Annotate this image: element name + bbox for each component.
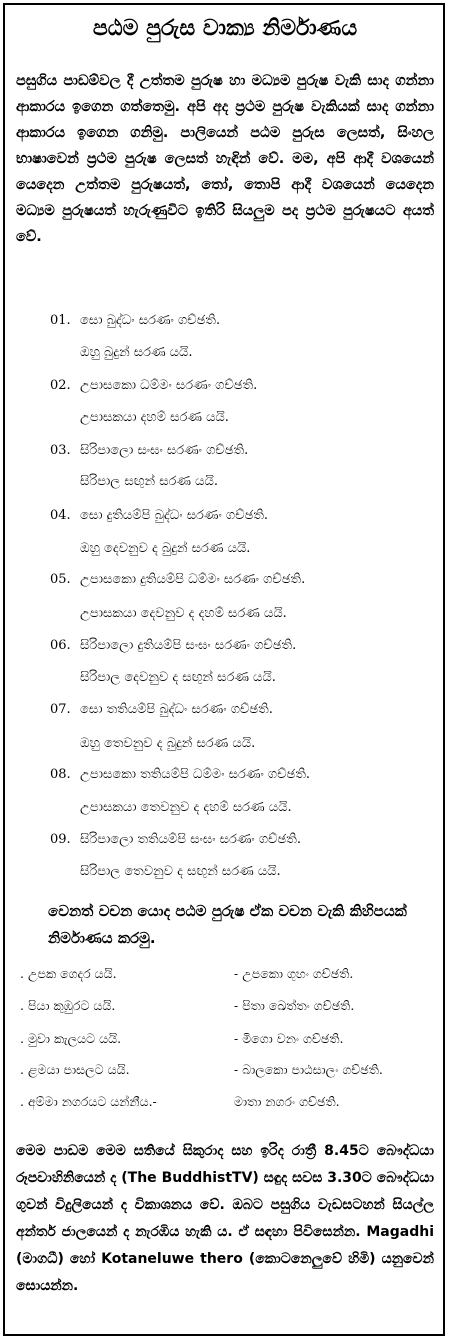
example-pali: 02. උපාසකො ධම්මං සරණං ගච්ඡති. <box>50 378 258 393</box>
example-pali: 01. සො බුද්ධං සරණං ගච්ඡති. <box>50 313 221 328</box>
example-number: 02. <box>50 378 71 393</box>
example-pali: 05. උපාසකො දුතියම්පි ධම්මං සරණං ගච්ඡති. <box>50 572 306 587</box>
pair-sinhala: . පියා කුඹුරට යයි. <box>20 998 116 1013</box>
example-number: 06. <box>50 638 71 653</box>
example-pali: 03. සිරිපාලො සංඝං සරණං ගච්ඡති. <box>50 443 249 458</box>
example-sinhala: සිරිපාල තෙවනුව ද සඟුන් සරණ යයි. <box>80 864 281 879</box>
example-sinhala: ඔහු බුදුන් සරණ යයි. <box>80 345 193 360</box>
pair-sinhala: . අම්මා නගරයට යන්නීය.- <box>20 1094 157 1109</box>
broadcast-notice: මෙම පාඩම මෙම සතියේ සිකුරාද සහ ඉරිද රාත්‍රී 8.45ට බෞද්ධයා රූපවාහිනියෙන් ද (The BuddhistTV) සඳුද සවස 3.30ට බෞද්ධයා ගුවන් විදුලියෙන් ද විකාශනය වේ. ඔබට පසුගිය වැඩසටහන් සියල්ල අන්තර් ජාලයෙන් ද නැරඹිය හැකි ය. ඒ සඳහා පිවිසෙන්න. Magadhi (මාගධී) හෝ Kotaneluwe thero (කොටනෙලුවේ හිමි) යනුවෙන් සොයන්න. <box>16 1143 434 1294</box>
example-number: 03. <box>50 443 71 458</box>
example-number: 04. <box>50 508 71 523</box>
example-number: 09. <box>50 832 71 847</box>
article-title: පඨම පුරුස වාක්‍ය නිර්මාණය <box>92 16 358 41</box>
intro-paragraph: පසුගිය පාඩම්වල දී උත්තම පුරුෂ හා මධ්‍යම පුරුෂ වැකි සාද ගන්නා ආකාරය ඉගෙන ගත්තෙමු. අපි අද ප්‍රථම පුරුෂ වැකියක් සාද ගන්නා ආකාරය ඉගෙන ගනිමු. පාලියෙන් පඨම පුරුස ලෙසත්, සිංහල භාෂාවෙන් ප්‍රථම පුරුෂ ලෙසත් හැඳින් වේ. මම, අපි ආදී වශයෙන් යෙදෙන උත්තම පුරුෂයත්, තෝ, තොපි ආදී වශයෙන් යෙදෙන මධ්‍යම පුරුෂයත් හැරුණුවිට ඉතිරි සියලුම පද ප්‍රථම පුරුෂයට අයත් වේ. <box>16 73 434 245</box>
pair-pali: - බාලකො පාඨසාලං ගච්ඡති. <box>234 1062 383 1077</box>
pair-pali: - පිතා ඛෙත්තං ගච්ඡති. <box>234 998 355 1013</box>
pair-sinhala: . මුවා කැලයට යයි. <box>20 1031 122 1046</box>
example-pali: 06. සිරිපාලො දුතියම්පි සංඝං සරණං ගච්ඡති. <box>50 638 297 653</box>
example-number: 08. <box>50 767 71 782</box>
section-heading: වෙනත් වචන යොද පඨම පුරුෂ ඒක වචන වැකි කිහිපයක් නිර්මාණය කරමු. <box>48 902 407 947</box>
pair-pali: - උපකො ගුහං ගච්ඡති. <box>234 966 354 981</box>
example-sinhala: ඔහු දෙවනුව ද බුදුන් සරණ යයි. <box>80 541 251 556</box>
pair-pali: - මිගො වනං ගච්ඡති. <box>234 1031 344 1046</box>
example-sinhala: සිරිපාල දෙවනුව ද සඟුන් සරණ යයි. <box>80 670 276 685</box>
pair-sinhala: . ළමයා පාසලට යයි. <box>20 1062 130 1077</box>
pair-pali: මාතා නගරං ගච්ඡති. <box>234 1094 340 1109</box>
example-sinhala: උපාසකයා දෙවනුව ද දහම් සරණ යයි. <box>80 606 287 621</box>
example-pali: 09. සිරිපාලො තතියම්පි සංඝං සරණං ගච්ඡති. <box>50 832 301 847</box>
example-number: 05. <box>50 572 71 587</box>
example-pali: 04. සො දුතියම්පි බුද්ධං සරණං ගච්ඡති. <box>50 508 269 523</box>
example-pali: 07. සො තතියම්පි බුද්ධං සරණං ගච්ඡති. <box>50 702 273 717</box>
example-sinhala: සිරිපාල සඟුන් සරණ යයි. <box>80 474 218 489</box>
example-pali: 08. උපාසකො තතියම්පි ධම්මං සරණං ගච්ඡති. <box>50 767 311 782</box>
example-sinhala: උපාසකයා තෙවනුව ද දහම් සරණ යයි. <box>80 800 292 815</box>
example-sinhala: ඔහු තෙවනුව ද බුදුන් සරණ යයි. <box>80 736 256 751</box>
example-number: 07. <box>50 702 71 717</box>
example-sinhala: උපාසකයා දහම් සරණ යයි. <box>80 410 229 425</box>
pair-sinhala: . උපක ගෙදර යයි. <box>20 966 117 981</box>
example-number: 01. <box>50 313 71 328</box>
